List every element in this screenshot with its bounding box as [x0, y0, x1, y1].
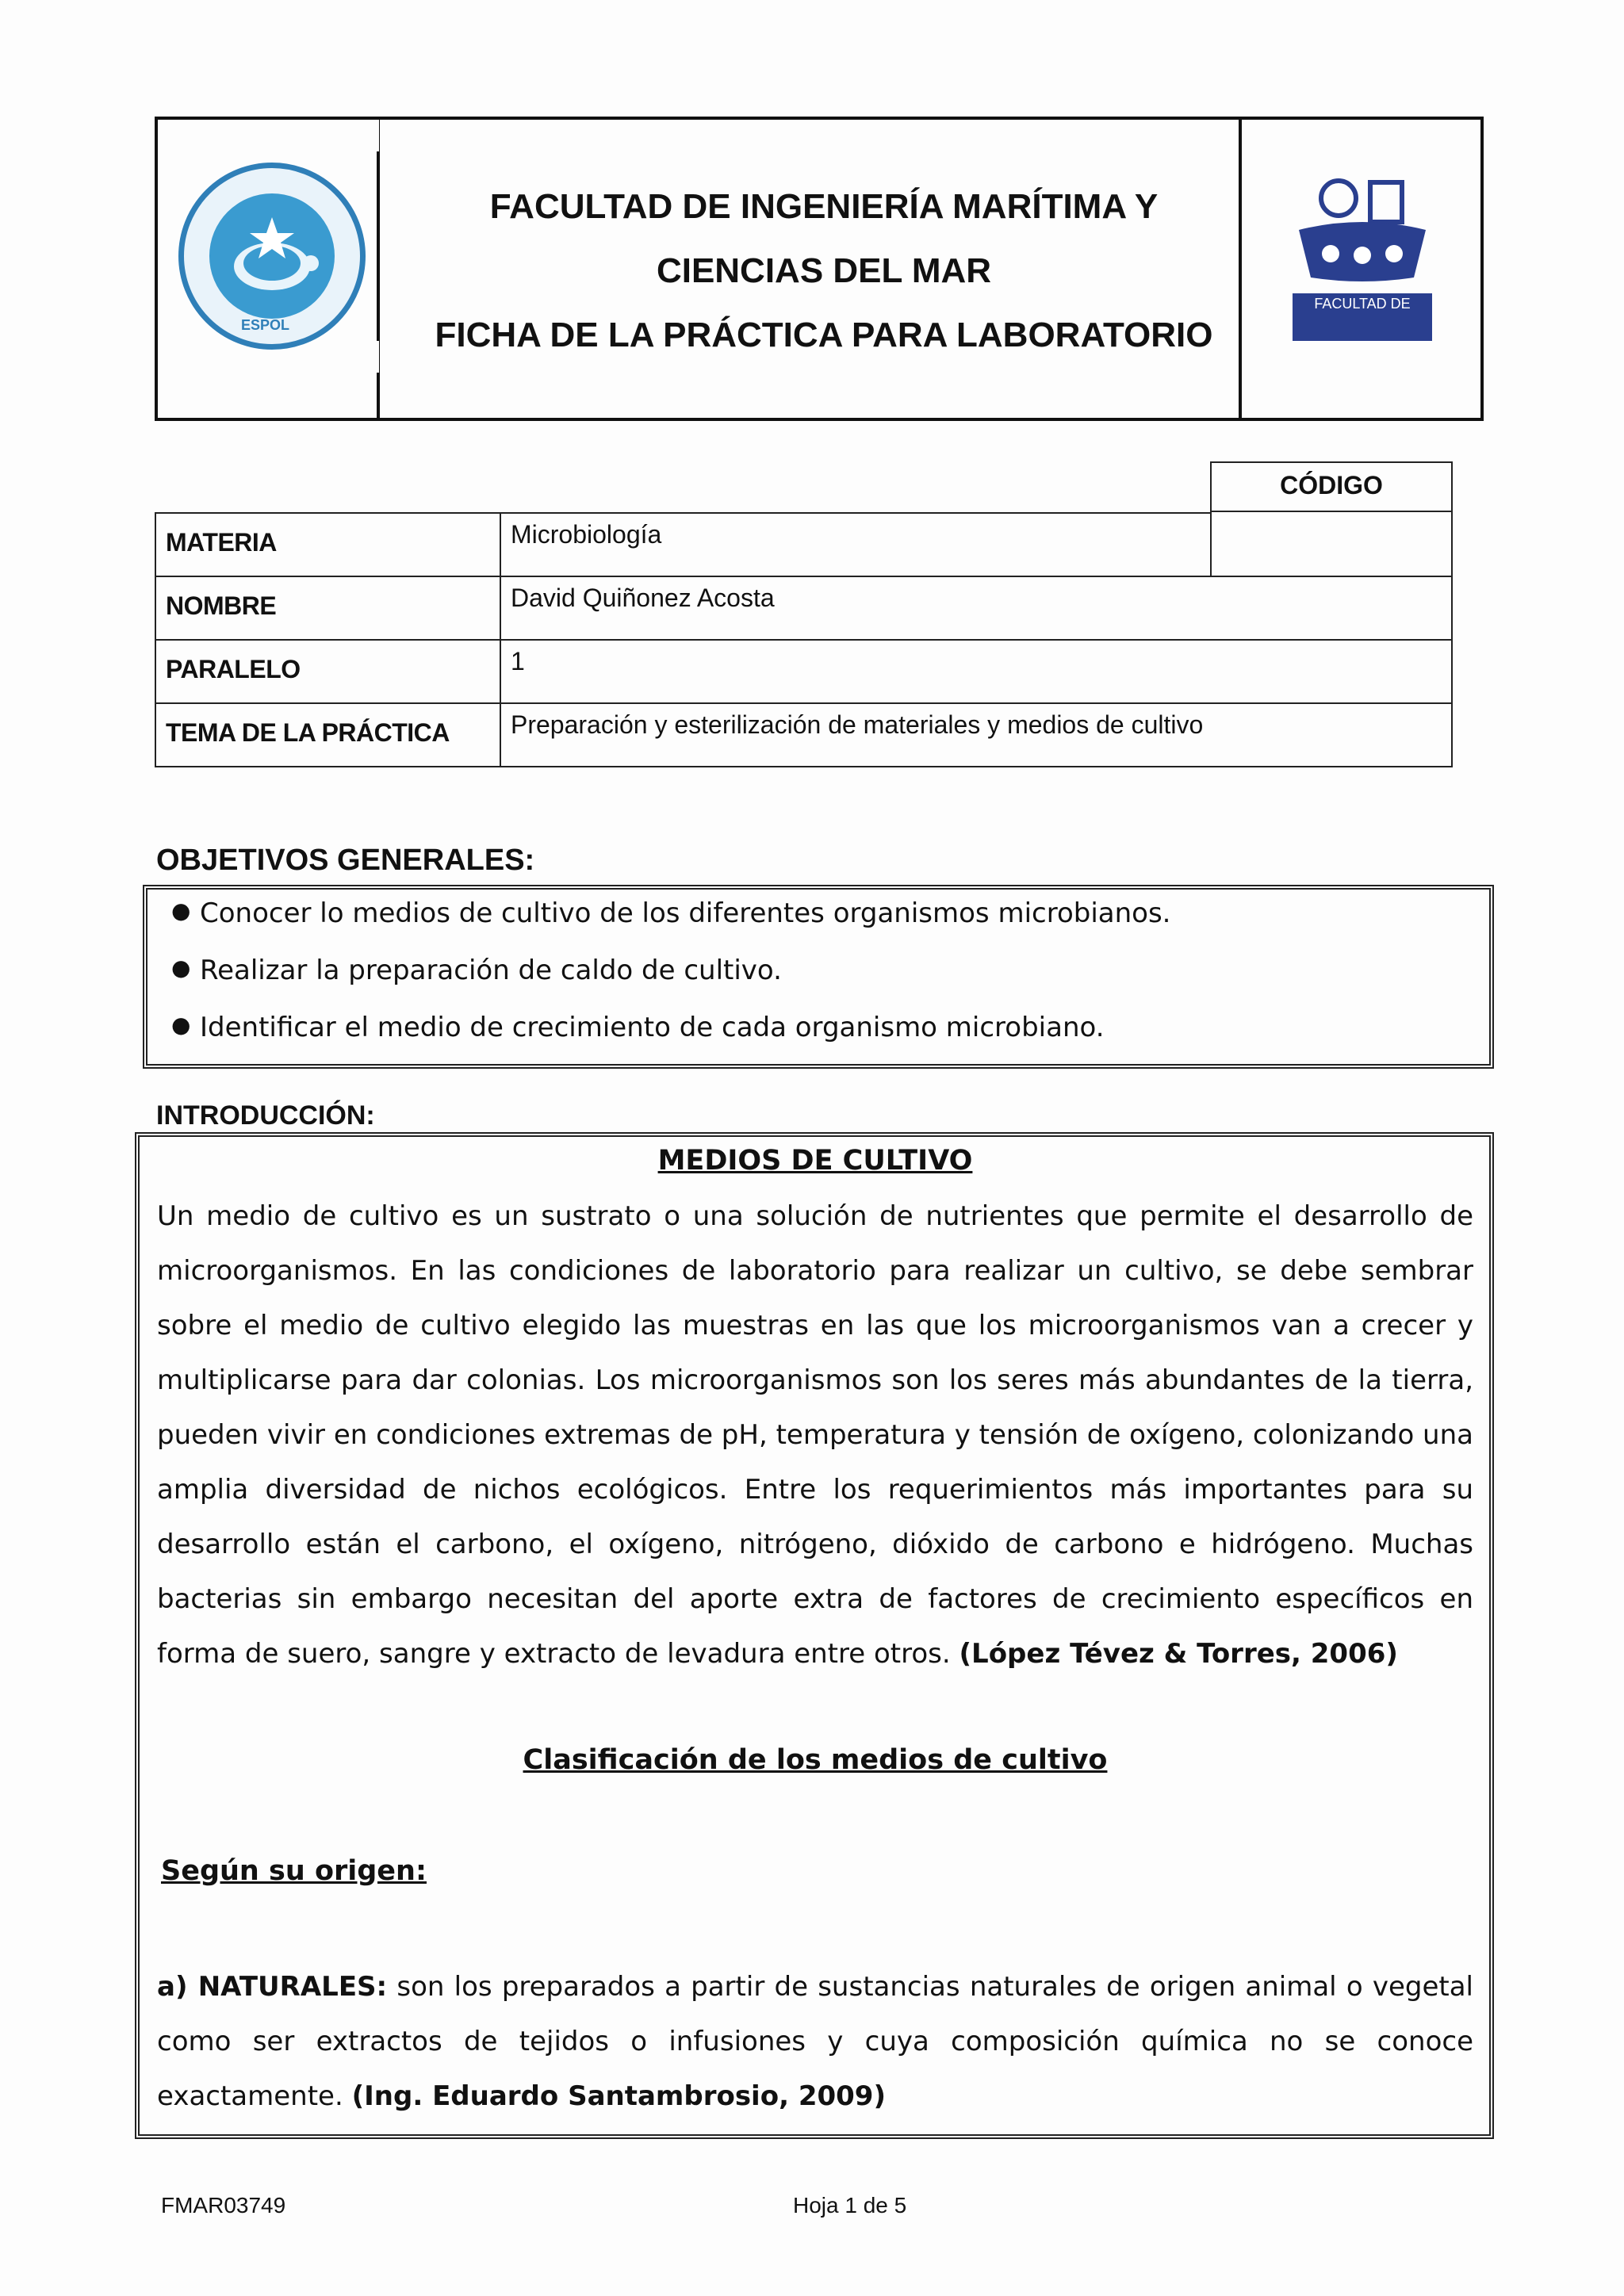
objetivo-item-1: [171, 897, 1171, 929]
objetivos-title: OBJETIVOS GENERALES:: [156, 844, 535, 877]
footer-code: FMAR03749: [161, 2193, 286, 2218]
ship-icon: [1283, 166, 1442, 293]
bullet-icon: ●: [171, 955, 191, 981]
clasificacion-heading: Clasificación de los medios de cultivo: [523, 1744, 1108, 1776]
nombre-value: David Quiñonez Acosta: [500, 576, 1453, 641]
bullet-icon: ●: [171, 1012, 191, 1038]
header-title-line2: CIENCIAS DEL MAR: [656, 251, 992, 290]
naturales-label: a) NATURALES:: [157, 1971, 388, 2003]
tema-label: TEMA DE LA PRÁCTICA: [155, 702, 501, 767]
medios-heading: MEDIOS DE CULTIVO: [657, 1145, 973, 1177]
espol-logo-text: ESPOL: [241, 317, 290, 333]
introduccion-title: INTRODUCCIÓN:: [156, 1100, 375, 1131]
objetivo-item-2: [171, 955, 782, 986]
header-divider-left: [377, 120, 380, 418]
naturales-paragraph: [157, 1960, 1473, 2124]
objetivo-text-1: Conocer lo medios de cultivo de los diferentes organismos microbianos.: [200, 897, 1171, 929]
codigo-label-cell: [1210, 461, 1453, 512]
bullet-icon: ●: [171, 897, 191, 924]
footer-page: Hoja 1 de 5: [793, 2193, 907, 2218]
paralelo-label: PARALELO: [155, 639, 501, 704]
materia-value: Microbiología: [500, 512, 1212, 577]
header-title-line1: FACULTAD DE INGENIERÍA MARÍTIMA Y: [489, 187, 1159, 226]
objetivos-box: [143, 885, 1494, 1069]
objetivo-text-2: Realizar la preparación de caldo de cultivo.: [200, 955, 782, 986]
origen-heading: Según su origen:: [161, 1855, 427, 1887]
citation-lopez: (López Tévez & Torres, 2006): [959, 1638, 1398, 1670]
citation-santambrosio: (Ing. Eduardo Santambrosio, 2009): [351, 2080, 886, 2112]
turtle-emblem-icon: [209, 193, 335, 319]
codigo-value-cell: [1210, 511, 1453, 577]
naturales-text: son los preparados a partir de sustancias naturales de origen animal o vegetal como ser extractos de tejidos o infusiones y cuya composición química no se conoce exactamente.: [157, 1971, 1474, 2112]
header-title-line3: FICHA DE LA PRÁCTICA PARA LABORATORIO: [435, 316, 1213, 354]
nombre-label: NOMBRE: [155, 576, 501, 641]
objetivo-item-3: [171, 1012, 1105, 1043]
tema-value: Preparación y esterilización de materiales y medios de cultivo: [500, 702, 1453, 767]
paralelo-value: 1: [500, 639, 1453, 704]
espol-logo: [178, 163, 366, 350]
faculty-logo-text: FACULTAD DE: [1293, 293, 1432, 341]
materia-label: MATERIA: [155, 512, 501, 577]
objetivo-text-3: Identificar el medio de crecimiento de cada organismo microbiano.: [200, 1012, 1105, 1043]
codigo-label: CÓDIGO: [1280, 471, 1383, 499]
faculty-logo: [1283, 166, 1442, 349]
intro-paragraph: [157, 1189, 1473, 1682]
intro-paragraph-text: Un medio de cultivo es un sustrato o una solución de nutrientes que permite el desarrollo de microorganismos. En las condiciones de laboratorio para realizar un cultivo, se debe sembrar sobre el medio de cultivo elegido las muestras en las que los microorganismos van a crecer y multiplicarse para dar colonias. Los microorganismos son los seres más abundantes de la tierra, pueden vivir en condiciones extremas de pH, temperatura y tensión de oxígeno, colonizando una amplia diversidad de nichos ecológicos. Entre los requerimientos más importantes para su desarrollo están el carbono, el oxígeno, nitrógeno, dióxido de carbono e hidrógeno. Muchas bacterias sin embargo necesitan del aporte extra de factores de crecimiento específicos en forma de suero, sangre y extracto de levadura entre otros.: [157, 1200, 1473, 1670]
